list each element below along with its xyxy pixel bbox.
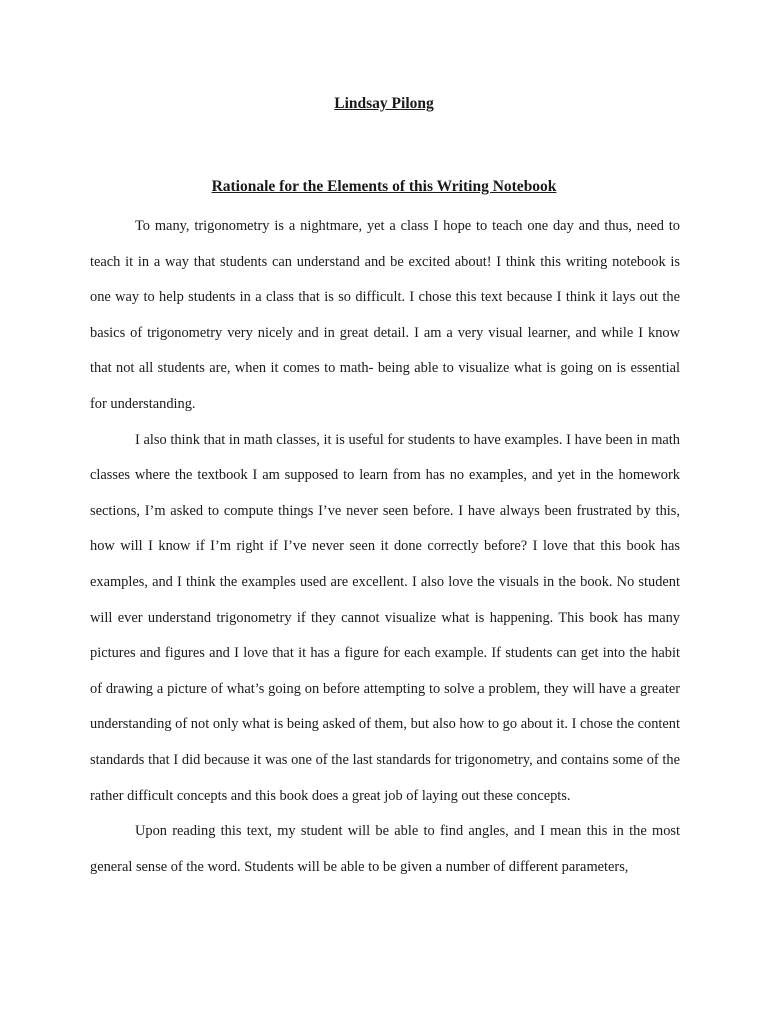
paragraph: To many, trigonometry is a nightmare, yet a class I hope to teach one day and thus, need to teach it in a way that students can understand and be excited about! I think this writing notebook is one way to help students in a class that is so difficult. I chose this text because I think it lays out the basics of trigonometry very nicely and in great detail. I am a very visual learner, and while I know that not all students are, when it comes to math- being able to visualize what is going on is essential for understanding. — [90, 218, 680, 412]
paragraph: Upon reading this text, my student will be able to find angles, and I mean this in the most general sense of the word. Students will be able to be given a number of different parameters, — [90, 823, 680, 875]
body-text — [90, 209, 680, 885]
document-title: Rationale for the Elements of this Writing Notebook — [211, 178, 557, 195]
paragraph: I also think that in math classes, it is useful for students to have examples. I have been in math classes where the textbook I am supposed to learn from has no examples, and yet in the homework sections, I’m asked to compute things I’ve never seen before. I have always been frustrated by this, how will I know if I’m right if I’ve never seen it done correctly before? I love that this book has examples, and I think the examples used are excellent. I also love the visuals in the book. No student will ever understand trigonometry if they cannot visualize what is happening. This book has many pictures and figures and I love that it has a figure for each example. If students can get into the habit of drawing a picture of what’s going on before attempting to solve a problem, they will have a greater understanding of not only what is being asked of them, but also how to go about it. I chose the content standards that I did because it was one of the last standards for trigonometry, and contains some of the rather difficult concepts and this book does a great job of laying out these concepts. — [90, 431, 680, 804]
author-name: Lindsay Pilong — [334, 95, 434, 112]
